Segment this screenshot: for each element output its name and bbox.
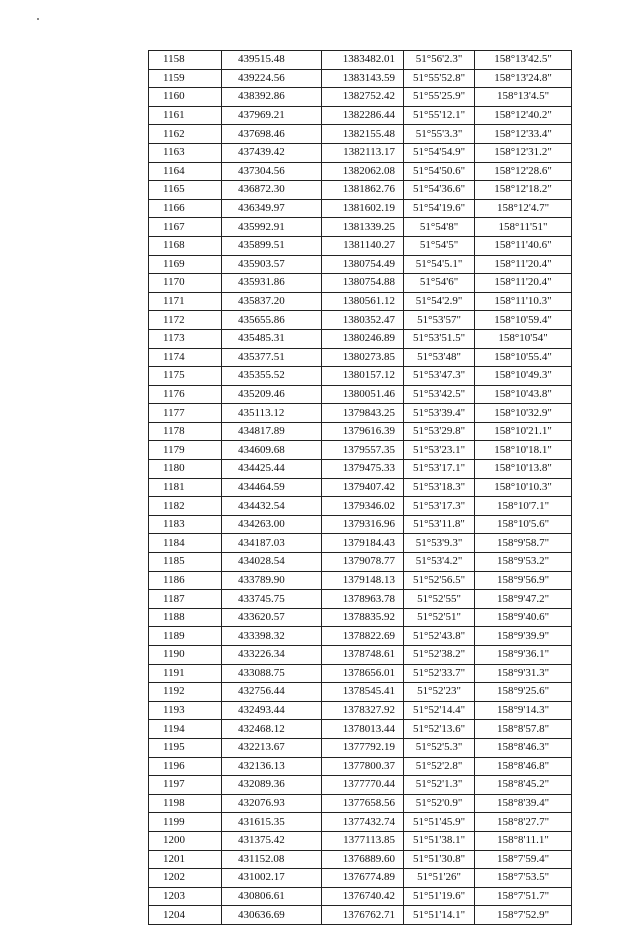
point-number-cell: 1193 [149, 701, 222, 720]
longitude-cell: 158°7'53.5" [475, 869, 572, 888]
table-row [149, 608, 572, 627]
y-coordinate-cell: 1381602.19 [322, 199, 404, 218]
table-row [149, 850, 572, 869]
x-coordinate-cell: 430636.69 [222, 906, 322, 925]
longitude-cell: 158°10'18.1" [475, 441, 572, 460]
longitude-cell: 158°11'20.4" [475, 274, 572, 293]
table-row [149, 51, 572, 70]
table-row [149, 255, 572, 274]
point-number-cell: 1158 [149, 51, 222, 70]
table-row [149, 590, 572, 609]
table-row [149, 69, 572, 88]
point-number-cell: 1179 [149, 441, 222, 460]
table-row [149, 478, 572, 497]
y-coordinate-cell: 1380754.49 [322, 255, 404, 274]
x-coordinate-cell: 436872.30 [222, 181, 322, 200]
x-coordinate-cell: 433620.57 [222, 608, 322, 627]
x-coordinate-cell: 432756.44 [222, 683, 322, 702]
x-coordinate-cell: 432493.44 [222, 701, 322, 720]
longitude-cell: 158°12'31.2" [475, 143, 572, 162]
longitude-cell: 158°8'57.8" [475, 720, 572, 739]
longitude-cell: 158°10'43.8" [475, 385, 572, 404]
latitude-cell: 51°52'1.3" [404, 776, 475, 795]
x-coordinate-cell: 434425.44 [222, 460, 322, 479]
point-number-cell: 1171 [149, 292, 222, 311]
y-coordinate-cell: 1379843.25 [322, 404, 404, 423]
latitude-cell: 51°52'43.8" [404, 627, 475, 646]
latitude-cell: 51°53'4.2" [404, 553, 475, 572]
y-coordinate-cell: 1379078.77 [322, 553, 404, 572]
x-coordinate-cell: 433088.75 [222, 664, 322, 683]
point-number-cell: 1203 [149, 887, 222, 906]
latitude-cell: 51°52'5.3" [404, 738, 475, 757]
longitude-cell: 158°10'13.8" [475, 460, 572, 479]
x-coordinate-cell: 439224.56 [222, 69, 322, 88]
latitude-cell: 51°52'55" [404, 590, 475, 609]
point-number-cell: 1182 [149, 497, 222, 516]
longitude-cell: 158°10'7.1" [475, 497, 572, 516]
longitude-cell: 158°12'4.7" [475, 199, 572, 218]
table-row [149, 162, 572, 181]
table-row [149, 515, 572, 534]
x-coordinate-cell: 434263.00 [222, 515, 322, 534]
longitude-cell: 158°12'28.6" [475, 162, 572, 181]
x-coordinate-cell: 431375.42 [222, 831, 322, 850]
latitude-cell: 51°54'54.9" [404, 143, 475, 162]
y-coordinate-cell: 1376762.71 [322, 906, 404, 925]
x-coordinate-cell: 430806.61 [222, 887, 322, 906]
x-coordinate-cell: 435903.57 [222, 255, 322, 274]
latitude-cell: 51°55'52.8" [404, 69, 475, 88]
y-coordinate-cell: 1379148.13 [322, 571, 404, 590]
x-coordinate-cell: 434187.03 [222, 534, 322, 553]
point-number-cell: 1202 [149, 869, 222, 888]
point-number-cell: 1199 [149, 813, 222, 832]
latitude-cell: 51°52'2.8" [404, 757, 475, 776]
latitude-cell: 51°52'14.4" [404, 701, 475, 720]
x-coordinate-cell: 435209.46 [222, 385, 322, 404]
latitude-cell: 51°54'50.6" [404, 162, 475, 181]
latitude-cell: 51°51'26" [404, 869, 475, 888]
longitude-cell: 158°9'53.2" [475, 553, 572, 572]
table-row [149, 720, 572, 739]
x-coordinate-cell: 438392.86 [222, 88, 322, 107]
y-coordinate-cell: 1378545.41 [322, 683, 404, 702]
longitude-cell: 158°8'11.1" [475, 831, 572, 850]
point-number-cell: 1168 [149, 236, 222, 255]
longitude-cell: 158°9'31.3" [475, 664, 572, 683]
longitude-cell: 158°12'18.2" [475, 181, 572, 200]
y-coordinate-cell: 1376740.42 [322, 887, 404, 906]
point-number-cell: 1175 [149, 367, 222, 386]
latitude-cell: 51°51'19.6" [404, 887, 475, 906]
longitude-cell: 158°9'36.1" [475, 646, 572, 665]
x-coordinate-cell: 434817.89 [222, 422, 322, 441]
y-coordinate-cell: 1378327.92 [322, 701, 404, 720]
x-coordinate-cell: 432089.36 [222, 776, 322, 795]
x-coordinate-cell: 432213.67 [222, 738, 322, 757]
longitude-cell: 158°11'20.4" [475, 255, 572, 274]
latitude-cell: 51°54'19.6" [404, 199, 475, 218]
latitude-cell: 51°53'48" [404, 348, 475, 367]
y-coordinate-cell: 1378822.69 [322, 627, 404, 646]
latitude-cell: 51°51'14.1" [404, 906, 475, 925]
latitude-cell: 51°54'2.9" [404, 292, 475, 311]
latitude-cell: 51°53'17.3" [404, 497, 475, 516]
table-row [149, 311, 572, 330]
latitude-cell: 51°52'33.7" [404, 664, 475, 683]
latitude-cell: 51°55'12.1" [404, 106, 475, 125]
latitude-cell: 51°54'36.6" [404, 181, 475, 200]
point-number-cell: 1166 [149, 199, 222, 218]
x-coordinate-cell: 434609.68 [222, 441, 322, 460]
x-coordinate-cell: 432076.93 [222, 794, 322, 813]
table-row [149, 292, 572, 311]
longitude-cell: 158°9'40.6" [475, 608, 572, 627]
x-coordinate-cell: 433398.32 [222, 627, 322, 646]
table-row [149, 794, 572, 813]
y-coordinate-cell: 1379407.42 [322, 478, 404, 497]
latitude-cell: 51°53'51.5" [404, 329, 475, 348]
x-coordinate-cell: 435113.12 [222, 404, 322, 423]
point-number-cell: 1167 [149, 218, 222, 237]
x-coordinate-cell: 435485.31 [222, 329, 322, 348]
y-coordinate-cell: 1377800.37 [322, 757, 404, 776]
longitude-cell: 158°9'58.7" [475, 534, 572, 553]
table-row [149, 497, 572, 516]
point-number-cell: 1164 [149, 162, 222, 181]
longitude-cell: 158°11'10.3" [475, 292, 572, 311]
y-coordinate-cell: 1383482.01 [322, 51, 404, 70]
longitude-cell: 158°13'4.5" [475, 88, 572, 107]
x-coordinate-cell: 431002.17 [222, 869, 322, 888]
point-number-cell: 1187 [149, 590, 222, 609]
latitude-cell: 51°51'45.9" [404, 813, 475, 832]
table-row [149, 534, 572, 553]
scan-speck [37, 18, 39, 20]
coordinates-table [148, 50, 572, 925]
y-coordinate-cell: 1378013.44 [322, 720, 404, 739]
longitude-cell: 158°10'21.1" [475, 422, 572, 441]
x-coordinate-cell: 433226.34 [222, 646, 322, 665]
x-coordinate-cell: 435899.51 [222, 236, 322, 255]
y-coordinate-cell: 1382113.17 [322, 143, 404, 162]
longitude-cell: 158°12'33.4" [475, 125, 572, 144]
latitude-cell: 51°52'23" [404, 683, 475, 702]
table-row [149, 88, 572, 107]
longitude-cell: 158°10'59.4" [475, 311, 572, 330]
latitude-cell: 51°53'9.3" [404, 534, 475, 553]
latitude-cell: 51°53'47.3" [404, 367, 475, 386]
latitude-cell: 51°52'56.5" [404, 571, 475, 590]
x-coordinate-cell: 435377.51 [222, 348, 322, 367]
x-coordinate-cell: 434464.59 [222, 478, 322, 497]
point-number-cell: 1172 [149, 311, 222, 330]
point-number-cell: 1191 [149, 664, 222, 683]
point-number-cell: 1180 [149, 460, 222, 479]
latitude-cell: 51°52'51" [404, 608, 475, 627]
y-coordinate-cell: 1377658.56 [322, 794, 404, 813]
longitude-cell: 158°13'42.5" [475, 51, 572, 70]
y-coordinate-cell: 1378835.92 [322, 608, 404, 627]
x-coordinate-cell: 435355.52 [222, 367, 322, 386]
longitude-cell: 158°8'46.8" [475, 757, 572, 776]
table-row [149, 143, 572, 162]
table-row [149, 646, 572, 665]
latitude-cell: 51°54'5" [404, 236, 475, 255]
table-row [149, 776, 572, 795]
point-number-cell: 1189 [149, 627, 222, 646]
point-number-cell: 1185 [149, 553, 222, 572]
table-row [149, 422, 572, 441]
point-number-cell: 1174 [149, 348, 222, 367]
x-coordinate-cell: 435931.86 [222, 274, 322, 293]
latitude-cell: 51°53'57" [404, 311, 475, 330]
table-row [149, 218, 572, 237]
longitude-cell: 158°7'59.4" [475, 850, 572, 869]
point-number-cell: 1169 [149, 255, 222, 274]
table-row [149, 274, 572, 293]
point-number-cell: 1192 [149, 683, 222, 702]
x-coordinate-cell: 432136.13 [222, 757, 322, 776]
table-row [149, 441, 572, 460]
latitude-cell: 51°51'30.8" [404, 850, 475, 869]
longitude-cell: 158°10'55.4" [475, 348, 572, 367]
y-coordinate-cell: 1380273.85 [322, 348, 404, 367]
y-coordinate-cell: 1380051.46 [322, 385, 404, 404]
table-row [149, 738, 572, 757]
x-coordinate-cell: 435992.91 [222, 218, 322, 237]
x-coordinate-cell: 437698.46 [222, 125, 322, 144]
longitude-cell: 158°13'24.8" [475, 69, 572, 88]
point-number-cell: 1194 [149, 720, 222, 739]
longitude-cell: 158°10'5.6" [475, 515, 572, 534]
y-coordinate-cell: 1379475.33 [322, 460, 404, 479]
point-number-cell: 1178 [149, 422, 222, 441]
y-coordinate-cell: 1378748.61 [322, 646, 404, 665]
point-number-cell: 1186 [149, 571, 222, 590]
longitude-cell: 158°9'56.9" [475, 571, 572, 590]
y-coordinate-cell: 1380352.47 [322, 311, 404, 330]
latitude-cell: 51°54'5.1" [404, 255, 475, 274]
point-number-cell: 1181 [149, 478, 222, 497]
table-row [149, 813, 572, 832]
point-number-cell: 1170 [149, 274, 222, 293]
longitude-cell: 158°9'47.2" [475, 590, 572, 609]
table-row [149, 831, 572, 850]
table-row [149, 571, 572, 590]
table-row [149, 757, 572, 776]
x-coordinate-cell: 435655.86 [222, 311, 322, 330]
latitude-cell: 51°55'3.3" [404, 125, 475, 144]
y-coordinate-cell: 1382155.48 [322, 125, 404, 144]
table-row [149, 553, 572, 572]
point-number-cell: 1163 [149, 143, 222, 162]
point-number-cell: 1177 [149, 404, 222, 423]
x-coordinate-cell: 437439.42 [222, 143, 322, 162]
latitude-cell: 51°55'25.9" [404, 88, 475, 107]
point-number-cell: 1161 [149, 106, 222, 125]
longitude-cell: 158°9'39.9" [475, 627, 572, 646]
point-number-cell: 1201 [149, 850, 222, 869]
y-coordinate-cell: 1382062.08 [322, 162, 404, 181]
point-number-cell: 1188 [149, 608, 222, 627]
table-row [149, 869, 572, 888]
table-row [149, 106, 572, 125]
point-number-cell: 1184 [149, 534, 222, 553]
x-coordinate-cell: 437304.56 [222, 162, 322, 181]
latitude-cell: 51°54'6" [404, 274, 475, 293]
y-coordinate-cell: 1376774.89 [322, 869, 404, 888]
longitude-cell: 158°8'46.3" [475, 738, 572, 757]
x-coordinate-cell: 431615.35 [222, 813, 322, 832]
table-row [149, 181, 572, 200]
x-coordinate-cell: 439515.48 [222, 51, 322, 70]
point-number-cell: 1190 [149, 646, 222, 665]
table-row [149, 125, 572, 144]
point-number-cell: 1162 [149, 125, 222, 144]
latitude-cell: 51°53'11.8" [404, 515, 475, 534]
longitude-cell: 158°7'52.9" [475, 906, 572, 925]
table-row [149, 906, 572, 925]
point-number-cell: 1196 [149, 757, 222, 776]
point-number-cell: 1195 [149, 738, 222, 757]
longitude-cell: 158°11'51" [475, 218, 572, 237]
y-coordinate-cell: 1380754.88 [322, 274, 404, 293]
y-coordinate-cell: 1379616.39 [322, 422, 404, 441]
table-row [149, 887, 572, 906]
y-coordinate-cell: 1379316.96 [322, 515, 404, 534]
x-coordinate-cell: 436349.97 [222, 199, 322, 218]
point-number-cell: 1165 [149, 181, 222, 200]
table-row [149, 460, 572, 479]
y-coordinate-cell: 1383143.59 [322, 69, 404, 88]
latitude-cell: 51°52'38.2" [404, 646, 475, 665]
latitude-cell: 51°53'29.8" [404, 422, 475, 441]
x-coordinate-cell: 433745.75 [222, 590, 322, 609]
x-coordinate-cell: 434432.54 [222, 497, 322, 516]
latitude-cell: 51°52'13.6" [404, 720, 475, 739]
coordinates-table-body [149, 51, 572, 925]
longitude-cell: 158°12'40.2" [475, 106, 572, 125]
y-coordinate-cell: 1379346.02 [322, 497, 404, 516]
y-coordinate-cell: 1378963.78 [322, 590, 404, 609]
point-number-cell: 1173 [149, 329, 222, 348]
table-row [149, 627, 572, 646]
longitude-cell: 158°10'10.3" [475, 478, 572, 497]
point-number-cell: 1198 [149, 794, 222, 813]
y-coordinate-cell: 1377432.74 [322, 813, 404, 832]
longitude-cell: 158°8'45.2" [475, 776, 572, 795]
point-number-cell: 1160 [149, 88, 222, 107]
latitude-cell: 51°53'23.1" [404, 441, 475, 460]
point-number-cell: 1183 [149, 515, 222, 534]
table-row [149, 236, 572, 255]
latitude-cell: 51°52'0.9" [404, 794, 475, 813]
point-number-cell: 1176 [149, 385, 222, 404]
latitude-cell: 51°56'2.3" [404, 51, 475, 70]
table-row [149, 683, 572, 702]
y-coordinate-cell: 1379184.43 [322, 534, 404, 553]
longitude-cell: 158°8'27.7" [475, 813, 572, 832]
y-coordinate-cell: 1379557.35 [322, 441, 404, 460]
table-row [149, 385, 572, 404]
x-coordinate-cell: 437969.21 [222, 106, 322, 125]
y-coordinate-cell: 1376889.60 [322, 850, 404, 869]
y-coordinate-cell: 1377113.85 [322, 831, 404, 850]
x-coordinate-cell: 432468.12 [222, 720, 322, 739]
x-coordinate-cell: 433789.90 [222, 571, 322, 590]
table-row [149, 404, 572, 423]
y-coordinate-cell: 1382752.42 [322, 88, 404, 107]
y-coordinate-cell: 1380561.12 [322, 292, 404, 311]
x-coordinate-cell: 434028.54 [222, 553, 322, 572]
table-row [149, 199, 572, 218]
y-coordinate-cell: 1381339.25 [322, 218, 404, 237]
y-coordinate-cell: 1380246.89 [322, 329, 404, 348]
y-coordinate-cell: 1380157.12 [322, 367, 404, 386]
y-coordinate-cell: 1378656.01 [322, 664, 404, 683]
latitude-cell: 51°53'18.3" [404, 478, 475, 497]
longitude-cell: 158°9'14.3" [475, 701, 572, 720]
latitude-cell: 51°53'42.5" [404, 385, 475, 404]
y-coordinate-cell: 1377792.19 [322, 738, 404, 757]
longitude-cell: 158°10'49.3" [475, 367, 572, 386]
table-row [149, 329, 572, 348]
latitude-cell: 51°53'39.4" [404, 404, 475, 423]
y-coordinate-cell: 1377770.44 [322, 776, 404, 795]
longitude-cell: 158°9'25.6" [475, 683, 572, 702]
table-row [149, 348, 572, 367]
table-row [149, 367, 572, 386]
point-number-cell: 1197 [149, 776, 222, 795]
longitude-cell: 158°7'51.7" [475, 887, 572, 906]
latitude-cell: 51°51'38.1" [404, 831, 475, 850]
longitude-cell: 158°11'40.6" [475, 236, 572, 255]
point-number-cell: 1204 [149, 906, 222, 925]
y-coordinate-cell: 1381862.76 [322, 181, 404, 200]
longitude-cell: 158°8'39.4" [475, 794, 572, 813]
point-number-cell: 1200 [149, 831, 222, 850]
longitude-cell: 158°10'32.9" [475, 404, 572, 423]
table-row [149, 701, 572, 720]
table-row [149, 664, 572, 683]
x-coordinate-cell: 431152.08 [222, 850, 322, 869]
latitude-cell: 51°54'8" [404, 218, 475, 237]
point-number-cell: 1159 [149, 69, 222, 88]
latitude-cell: 51°53'17.1" [404, 460, 475, 479]
longitude-cell: 158°10'54" [475, 329, 572, 348]
y-coordinate-cell: 1382286.44 [322, 106, 404, 125]
x-coordinate-cell: 435837.20 [222, 292, 322, 311]
y-coordinate-cell: 1381140.27 [322, 236, 404, 255]
